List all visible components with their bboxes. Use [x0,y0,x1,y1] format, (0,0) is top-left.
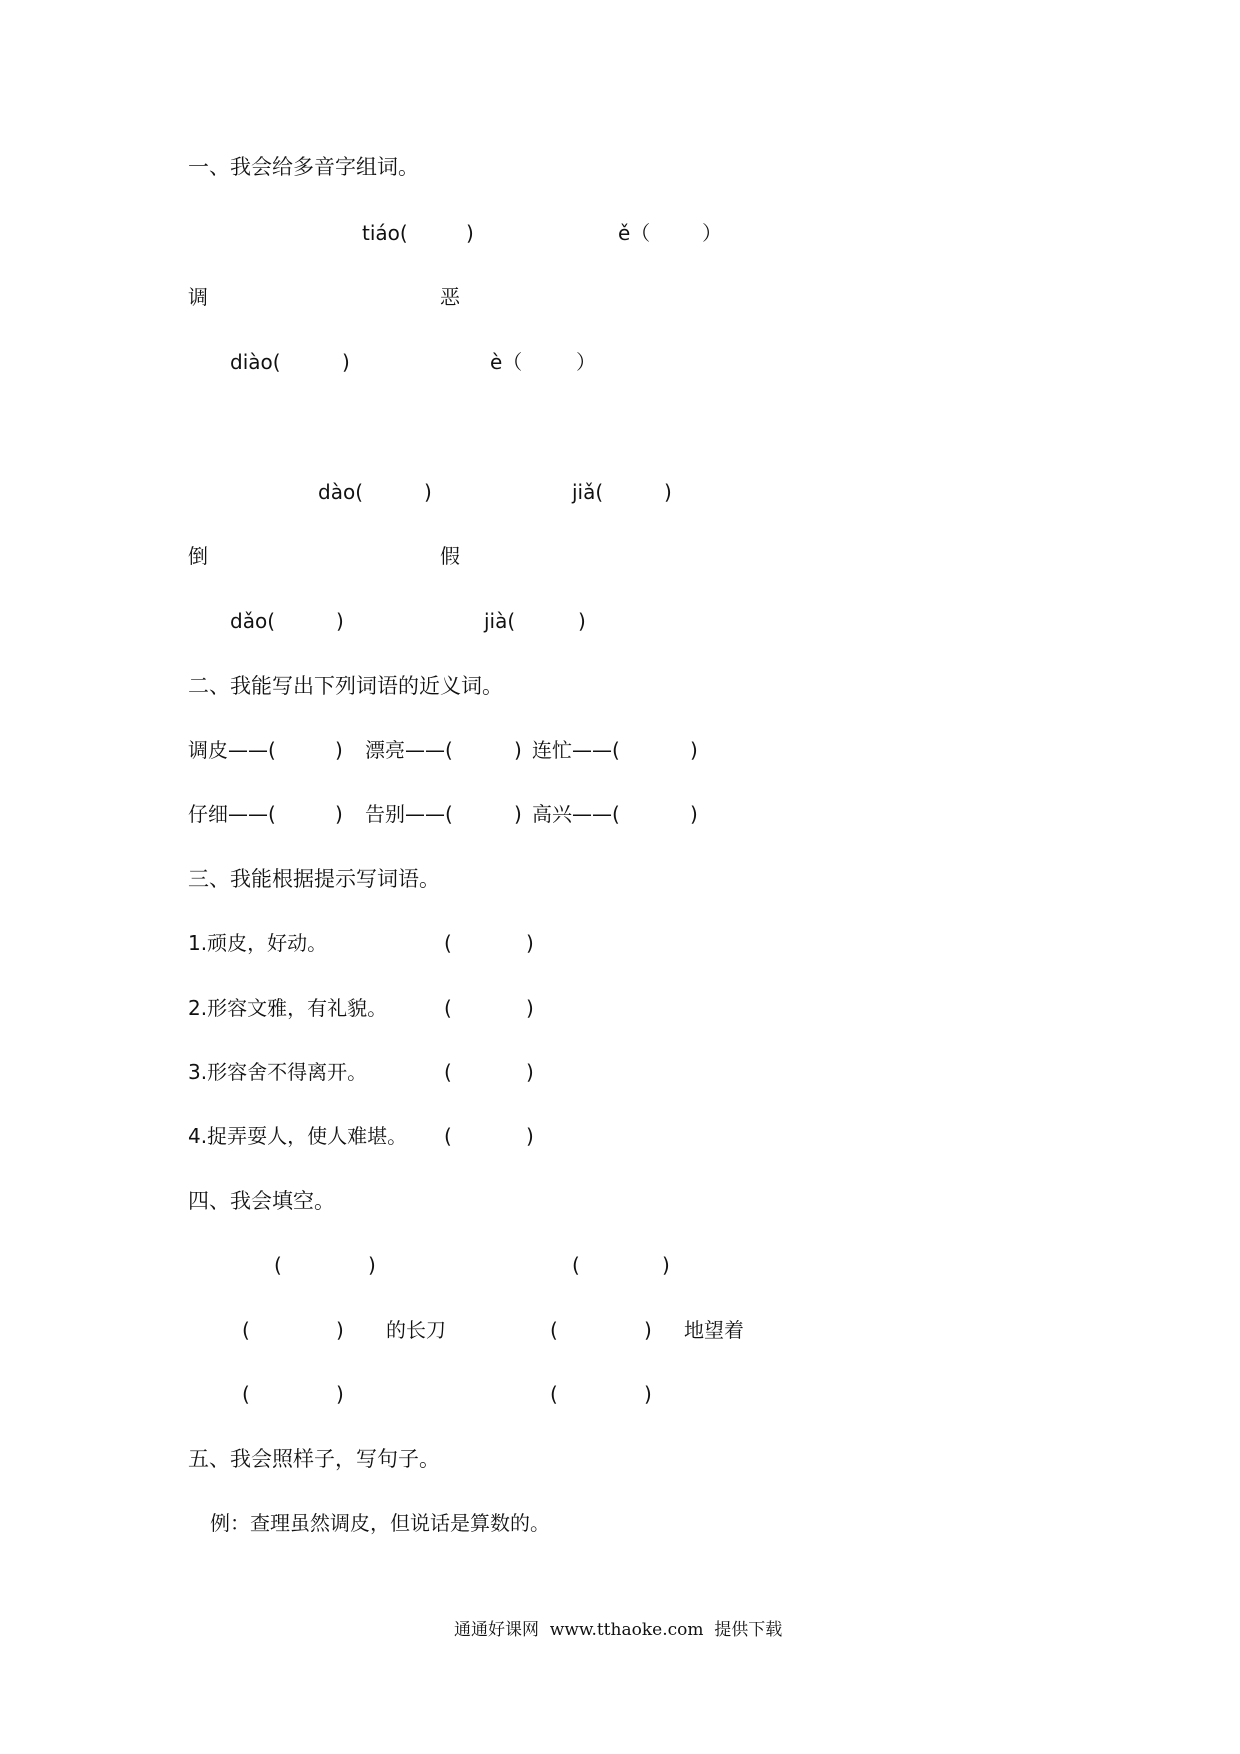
paren-open: ( [572,1253,580,1277]
pinyin-jia4: jià( [484,609,516,633]
synonym-word: 仔细——( [188,802,276,826]
example-sentence: 例：查理虽然调皮，但说话是算数的。 [210,1511,550,1535]
pinyin-e3: ě（ [618,221,651,245]
footer-credit: 通通好课网 www.tthaoke.com 提供下载 [454,1620,783,1640]
paren-close: ) [336,1318,344,1342]
paren-close: ) [466,221,474,245]
synonym-word: 高兴——( [532,802,620,826]
paren-open: ( [550,1318,558,1342]
hint-item: 2.形容文雅，有礼貌。 [188,996,388,1020]
section-5-heading: 五、我会照样子，写句子。 [188,1447,440,1471]
char-dao: 倒 [188,544,208,568]
paren-close: ) [424,480,432,504]
paren-open: ( [444,996,452,1020]
synonym-word: 告别——( [365,802,453,826]
paren-open: ( [444,1124,452,1148]
hint-item: 4.捉弄耍人，使人难堪。 [188,1124,408,1148]
paren-close: ) [690,802,698,826]
hint-item: 1.顽皮，好动。 [188,931,328,955]
paren-close: ) [514,802,522,826]
paren-close: ) [526,1124,534,1148]
paren-close: ) [335,802,343,826]
paren-close: ) [690,738,698,762]
char-e: 恶 [440,285,460,309]
paren-close: ) [336,1382,344,1406]
section-1-heading: 一、我会给多音字组词。 [188,155,419,179]
paren-open: ( [550,1382,558,1406]
paren-close: ) [526,996,534,1020]
paren-close: ) [342,350,350,374]
pinyin-e4: è（ [490,350,523,374]
pinyin-jia3: jiǎ( [572,480,604,504]
char-jia: 假 [440,544,460,568]
paren-open: ( [242,1382,250,1406]
section-3-heading: 三、我能根据提示写词语。 [188,867,440,891]
paren-close: ) [336,609,344,633]
paren-open: ( [242,1318,250,1342]
paren-open: ( [444,931,452,955]
synonym-word: 连忙——( [532,738,620,762]
hint-item: 3.形容舍不得离开。 [188,1060,368,1084]
paren-close: ） [702,221,722,245]
paren-open: ( [444,1060,452,1084]
synonym-word: 调皮——( [188,738,276,762]
paren-open: ( [274,1253,282,1277]
paren-close: ) [644,1382,652,1406]
paren-close: ) [664,480,672,504]
paren-close: ) [368,1253,376,1277]
pinyin-dao3: dǎo( [230,609,275,633]
fill-label-gazing: 地望着 [684,1318,744,1342]
paren-close: ) [526,931,534,955]
pinyin-tiao: tiáo( [362,221,408,245]
paren-close: ) [662,1253,670,1277]
paren-close: ) [526,1060,534,1084]
char-tiao: 调 [188,285,208,309]
section-4-heading: 四、我会填空。 [188,1189,335,1213]
pinyin-dao4: dào( [318,480,363,504]
fill-label-long-knife: 的长刀 [386,1318,446,1342]
synonym-word: 漂亮——( [365,738,453,762]
paren-close: ) [578,609,586,633]
pinyin-diao: diào( [230,350,281,374]
paren-close: ) [335,738,343,762]
section-2-heading: 二、我能写出下列词语的近义词。 [188,674,503,698]
paren-close: ) [644,1318,652,1342]
paren-close: ) [514,738,522,762]
paren-close: ） [576,350,596,374]
